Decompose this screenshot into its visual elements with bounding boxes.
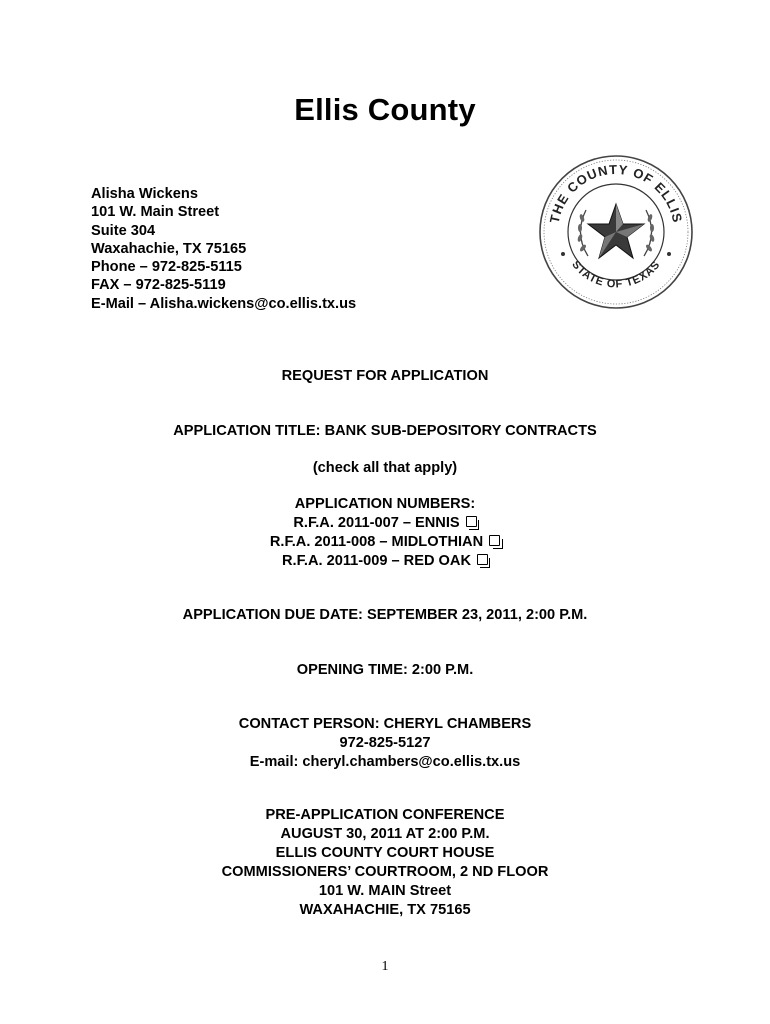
opening-time: OPENING TIME: 2:00 P.M. bbox=[296, 662, 474, 678]
rfa-ennis-row[interactable] bbox=[0, 514, 770, 533]
request-heading: REQUEST FOR APPLICATION bbox=[281, 368, 489, 384]
conference-place: ELLIS COUNTY COURT HOUSE bbox=[275, 845, 495, 861]
county-seal-icon bbox=[536, 152, 696, 312]
contact-city: Waxahachie, TX 75165 bbox=[91, 240, 247, 257]
document-title: Ellis County bbox=[294, 92, 476, 127]
contact-street: 101 W. Main Street bbox=[91, 204, 220, 221]
rfa-ennis-label: R.F.A. 2011-007 – ENNIS bbox=[293, 515, 460, 531]
conference-block bbox=[0, 806, 770, 920]
seal-bottom-text: STATE OF TEXAS bbox=[569, 258, 663, 291]
conference-city: WAXAHACHIE, TX 75165 bbox=[299, 902, 471, 918]
rfa-red-oak-row[interactable] bbox=[0, 552, 770, 571]
rfa-ennis-checkbox[interactable] bbox=[466, 516, 477, 527]
contact-person-name: CONTACT PERSON: CHERYL CHAMBERS bbox=[238, 716, 532, 732]
application-numbers-heading: APPLICATION NUMBERS: bbox=[294, 496, 476, 512]
rfa-midlothian-label: R.F.A. 2011-008 – MIDLOTHIAN bbox=[269, 534, 484, 550]
rfa-midlothian-checkbox[interactable] bbox=[489, 535, 500, 546]
page-number: 1 bbox=[381, 959, 389, 974]
seal-top-text: THE COUNTY OF ELLIS bbox=[546, 161, 686, 225]
contact-fax: FAX – 972-825-5119 bbox=[91, 277, 226, 294]
conference-street: 101 W. MAIN Street bbox=[318, 883, 452, 899]
contact-phone: Phone – 972-825-5115 bbox=[91, 259, 242, 276]
conference-room: COMMISSIONERS’ COURTROOM, 2 ND FLOOR bbox=[221, 864, 549, 880]
conference-heading: PRE-APPLICATION CONFERENCE bbox=[265, 807, 505, 823]
rfa-red-oak-checkbox[interactable] bbox=[477, 554, 488, 565]
application-numbers-block bbox=[0, 495, 770, 571]
application-title: APPLICATION TITLE: BANK SUB-DEPOSITORY CONTRACTS bbox=[173, 423, 597, 439]
due-date: APPLICATION DUE DATE: SEPTEMBER 23, 2011, 2:00 P.M. bbox=[182, 607, 588, 623]
contact-info-block bbox=[91, 185, 356, 313]
conference-date: AUGUST 30, 2011 AT 2:00 P.M. bbox=[280, 826, 490, 842]
contact-person-phone: 972-825-5127 bbox=[339, 735, 431, 751]
contact-person-email: E-mail: cheryl.chambers@co.ellis.tx.us bbox=[249, 754, 521, 770]
rfa-midlothian-row[interactable] bbox=[0, 533, 770, 552]
check-all-note: (check all that apply) bbox=[312, 460, 458, 476]
contact-email: E-Mail – Alisha.wickens@co.ellis.tx.us bbox=[91, 295, 357, 312]
rfa-red-oak-label: R.F.A. 2011-009 – RED OAK bbox=[282, 553, 471, 569]
contact-name: Alisha Wickens bbox=[91, 186, 198, 202]
contact-suite: Suite 304 bbox=[91, 222, 156, 239]
contact-person-block bbox=[0, 715, 770, 772]
